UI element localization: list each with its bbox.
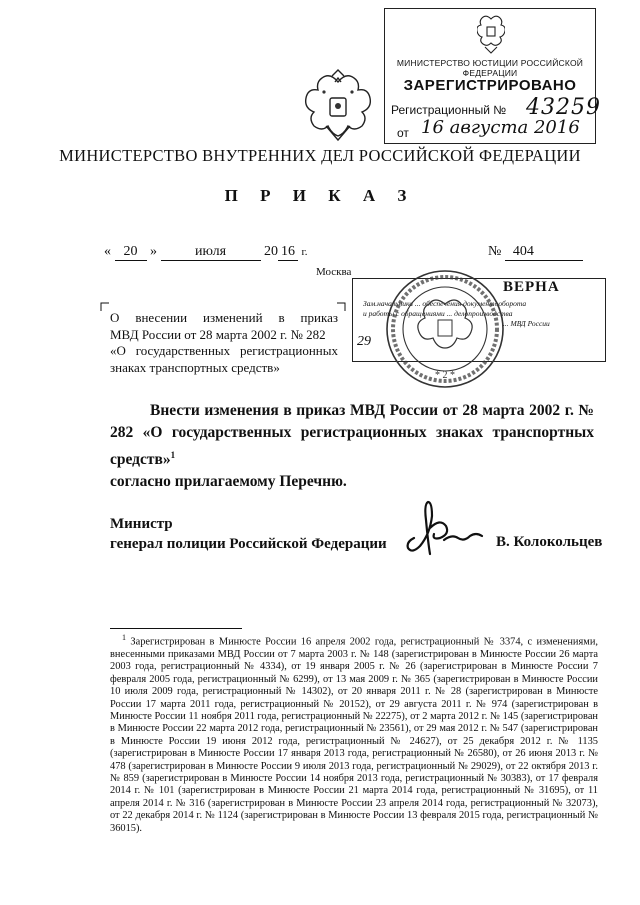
footnote-text: Зарегистрирован в Минюсте России 16 апреля 2002 года, регистрационный № 3374, с изменениями, внесенными приказами МВД России от 7 марта 2003 г. № 148 (зарегистрирован в Минюсте России 26 марта 2003 года, регистрационный № 4334), от 19 января 2005 г. № 26 (зарегистрирован в Минюсте России 7 февраля 2005 года, регистрационный № 6299), от 13 мая 2009 г. № 365 (зарегистрирован в Минюсте России 10 июля 2009 года, регистрационный № 14302), от 20 января 2011 г. № 28 (зарегистрирован в Минюсте России 17 марта 2011 года, регистрационный № 20152), от 29 августа 2011 г. № 974 (зарегистрирован в Минюсте России 11 ноября 2011 года, регистрационный № 22275), от 2 марта 2012 г. № 145 (зарегистрирован в Минюсте России 22 марта 2012 года, регистрационный № 23561), от 29 мая 2012 г. № 547 (зарегистрирован в Минюсте России 19 июня 2012 года, регистрационный № 24627), от 25 декабря 2012 г. № 1135 (зарегистрирован в Минюсте России 17 января 2013 года, регистрационный № 26580), от 26 июня 2013 г. № 478 (зарегистрирован в Минюсте России 9 июля 2013 года, регистрационный № 29029), от 22 октября 2013 г. № 859 (зарегистрирован в Минюсте России 14 ноября 2013 года, регистрационный № 30383), от 17 февраля 2014 г. № 101 (зарегистрирован в Минюсте России 21 марта 2014 года, регистрационный № 31695), от 11 апреля 2014 г. № 316 (зарегистрирован в Минюсте России 23 апреля 2014 года, регистрационный № 32073), от 22 декабря 2014 г. № 1124 (зарегистрирован в Минюсте России 13 февраля 2015 года, регистрационный № 36015). bbox=[110, 636, 598, 834]
footnote-mark: 1 bbox=[122, 633, 126, 642]
footnote-separator bbox=[110, 628, 242, 629]
signatory-position bbox=[110, 514, 387, 554]
certified-stamp-line-2: и работы с обращениями ... делопроизводства bbox=[363, 309, 513, 318]
subject-line-4: знаках транспортных средств» bbox=[110, 359, 280, 375]
date-quote-open: « bbox=[104, 244, 111, 259]
subject-line-1: О внесении изменений в приказ bbox=[110, 310, 338, 325]
document-type-title: П Р И К А З bbox=[224, 186, 416, 205]
subject-bracket-left bbox=[100, 302, 110, 312]
stamp-registered-title: ЗАРЕГИСТРИРОВАНО bbox=[403, 77, 577, 94]
registration-stamp bbox=[384, 8, 601, 144]
date-quote-close: » bbox=[150, 244, 157, 259]
subject-line-3: «О государственных регистрационных bbox=[110, 343, 338, 358]
order-body-end: согласно прилагаемому Перечню. bbox=[110, 473, 347, 491]
order-year-suffix: 16 bbox=[278, 244, 298, 261]
stamp-date-label: от bbox=[397, 126, 409, 140]
stamp-registration-number: 43259 bbox=[526, 95, 601, 120]
round-seal-icon bbox=[384, 268, 506, 390]
order-body-paragraph bbox=[110, 400, 594, 471]
order-body-text: Внести изменения в приказ МВД России от 28 марта 2002 г. № 282 «О государственных регистрационных знаках транспортных средств» bbox=[110, 402, 594, 469]
signatory-rank: генерал полиции Российской Федерации bbox=[110, 536, 387, 552]
stamp-number-label: Регистрационный № bbox=[391, 103, 507, 117]
order-date bbox=[104, 244, 308, 261]
order-subject bbox=[110, 310, 338, 376]
certified-stamp-line-3: ... МВД России bbox=[503, 319, 550, 328]
certified-stamp-date: 29 bbox=[357, 334, 371, 349]
certified-stamp-title: ВЕРНА bbox=[503, 279, 560, 295]
stamp-ministry-name: МИНИСТЕРСТВО ЮСТИЦИИ РОССИЙСКОЙ ФЕДЕРАЦИИ bbox=[396, 58, 584, 78]
order-number-value: 404 bbox=[505, 244, 583, 261]
order-number-label: № bbox=[488, 244, 502, 259]
order-month: июля bbox=[161, 244, 261, 261]
order-day: 20 bbox=[115, 244, 147, 261]
stamp-emblem-icon bbox=[477, 13, 505, 55]
svg-text:* 2 *: * 2 * bbox=[435, 370, 455, 381]
order-year-abbr: г. bbox=[301, 246, 308, 258]
ministry-header: МИНИСТЕРСТВО ВНУТРЕННИХ ДЕЛ РОССИЙСКОЙ ФЕДЕРАЦИИ bbox=[59, 146, 581, 165]
signatory-name: В. Колокольцев bbox=[496, 534, 603, 550]
certified-stamp-line-1: Зам.начальника ... обеспечения документооборота bbox=[363, 299, 527, 308]
signatory-title: Министр bbox=[110, 516, 173, 532]
coat-of-arms-emblem bbox=[302, 68, 374, 144]
subject-line-2: МВД России от 28 марта 2002 г. № 282 bbox=[110, 326, 326, 342]
footnote bbox=[110, 632, 598, 835]
body-footnote-mark: 1 bbox=[170, 450, 176, 460]
handwritten-signature bbox=[400, 488, 486, 568]
stamp-registration-date: 16 августа 2016 bbox=[421, 117, 580, 138]
order-city: Москва bbox=[316, 266, 352, 278]
order-body bbox=[110, 400, 594, 493]
order-year-prefix: 20 bbox=[264, 244, 278, 259]
order-number bbox=[488, 244, 583, 261]
